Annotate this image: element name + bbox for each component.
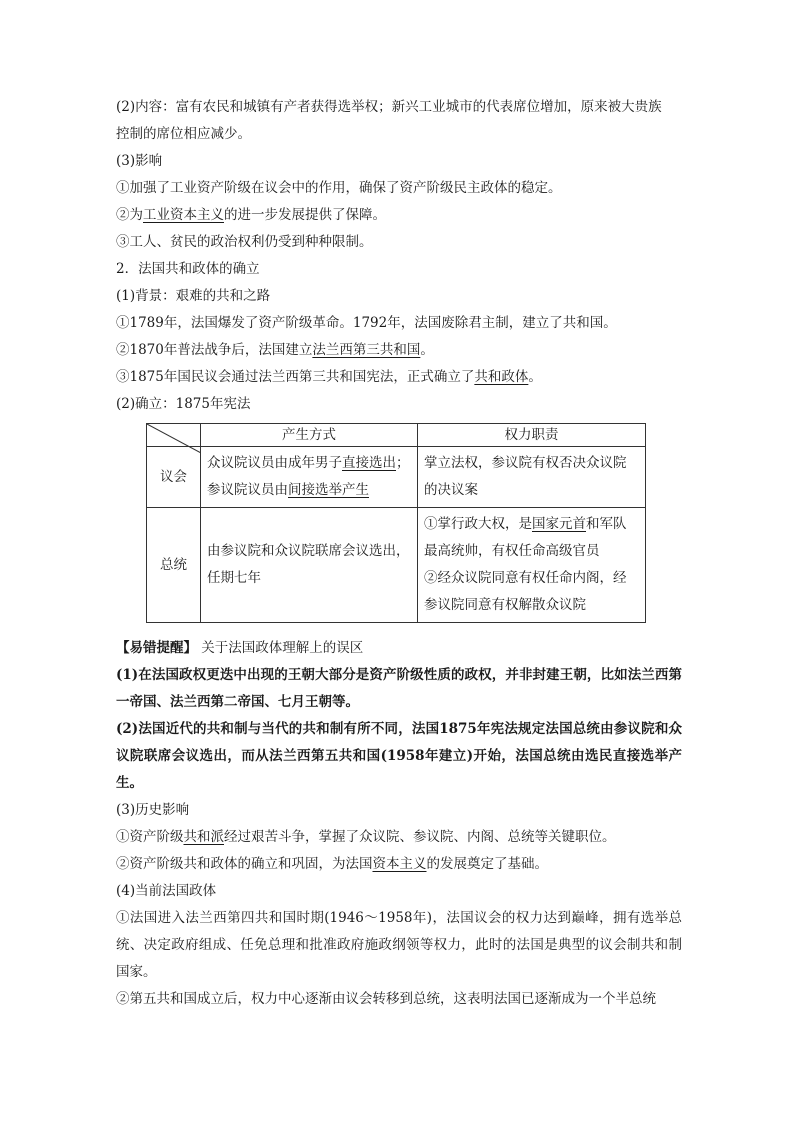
row-label-president: 总统 [147,508,201,623]
header-method: 产生方式 [201,424,418,447]
impact-item-1: ①加强了工业资产阶级在议会中的作用，确保了资产阶级民主政体的稳定。 [116,180,562,196]
document-page [116,94,682,1013]
background-item-1: ①1789年，法国爆发了资产阶级革命。1792年，法国废除君主制，建立了共和国。 [116,315,617,331]
parliament-method-cell: 众议院议员由成年男子直接选出；参议院议员由间接选举产生 [201,447,418,508]
president-method-cell: 由参议院和众议院联席会议选出，任期七年 [201,508,418,623]
section-2-title: 2．法国共和政体的确立 [116,261,260,277]
diagonal-header-cell [147,424,201,447]
tip-label: 【易错提醒】 [116,640,197,656]
diagonal-line-icon [147,424,201,453]
tip-paragraph-2: (2)法国近代的共和制与当代的共和制有所不同，法国1875年宪法规定法国总统由参议院和众议院联席会议选出，而从法兰西第五共和国(1958年建立)开始，法国总统由选民直接选举产生。 [116,721,682,791]
president-duty-cell: ①掌行政大权，是国家元首和军队最高统帅，有权任命高级官员 ②经众议院同意有权任命内阁，经参议院同意有权解散众议院 [418,508,646,623]
history-impact-heading: (3)历史影响 [116,802,190,818]
establishment-heading: (2)确立：1875年宪法 [116,396,251,412]
tip-title: 关于法国政体理解上的误区 [201,640,364,656]
underlined-term: 资本主义 [372,856,427,872]
background-heading: (1)背景：艰难的共和之路 [116,288,271,304]
tip-paragraph-1: (1)在法国政权更迭中出现的王朝大部分是资产阶级性质的政权，并非封建王朝，比如法兰西第一帝国、法兰西第二帝国、七月王朝等。 [116,667,682,710]
history-impact-item-1: ①资产阶级共和派经过艰苦斗争，掌握了众议院、参议院、内阁、总统等关键职位。 [116,829,616,845]
background-item-2: ②1870年普法战争后，法国建立法兰西第三共和国。 [116,342,434,358]
current-regime-heading: (4)当前法国政体 [116,883,217,899]
table-row [147,508,646,623]
history-impact-item-2: ②资产阶级共和政体的确立和巩固，为法国资本主义的发展奠定了基础。 [116,856,548,872]
impact-heading: (3)影响 [116,153,163,169]
underlined-term: 共和政体 [474,369,529,385]
underlined-term: 法兰西第三共和国 [312,342,421,358]
row-label-parliament: 议会 [147,447,201,508]
content-line-2: 控制的席位相应减少。 [116,126,251,142]
content-line-1: (2)内容：富有农民和城镇有产者获得选举权；新兴工业城市的代表席位增加，原来被大贵族 [116,99,662,115]
impact-item-2: ②为工业资本主义的进一步发展提供了保障。 [116,207,386,223]
background-item-3: ③1875年国民议会通过法兰西第三共和国宪法，正式确立了共和政体。 [116,369,542,385]
header-duty: 权力职责 [418,424,646,447]
constitution-table-wrapper [146,423,682,623]
impact-item-3: ③工人、贫民的政治权利仍受到种种限制。 [116,234,373,250]
table-header-row [147,424,646,447]
current-regime-item-1: ①法国进入法兰西第四共和国时期(1946～1958年)，法国议会的权力达到巅峰，拥有选举总统、决定政府组成、任免总理和批准政府施政纲领等权力，此时的法国是典型的议会制共和制国家。 [116,910,682,980]
constitution-table [146,423,646,623]
underlined-term: 工业资本主义 [143,207,224,223]
tip-heading [116,635,682,662]
table-row [147,447,646,508]
current-regime-item-2: ②第五共和国成立后，权力中心逐渐由议会转移到总统，这表明法国已逐渐成为一个半总统 [116,991,656,1007]
underlined-term: 共和派 [183,829,224,845]
parliament-duty-cell: 掌立法权，参议院有权否决众议院的决议案 [418,447,646,508]
